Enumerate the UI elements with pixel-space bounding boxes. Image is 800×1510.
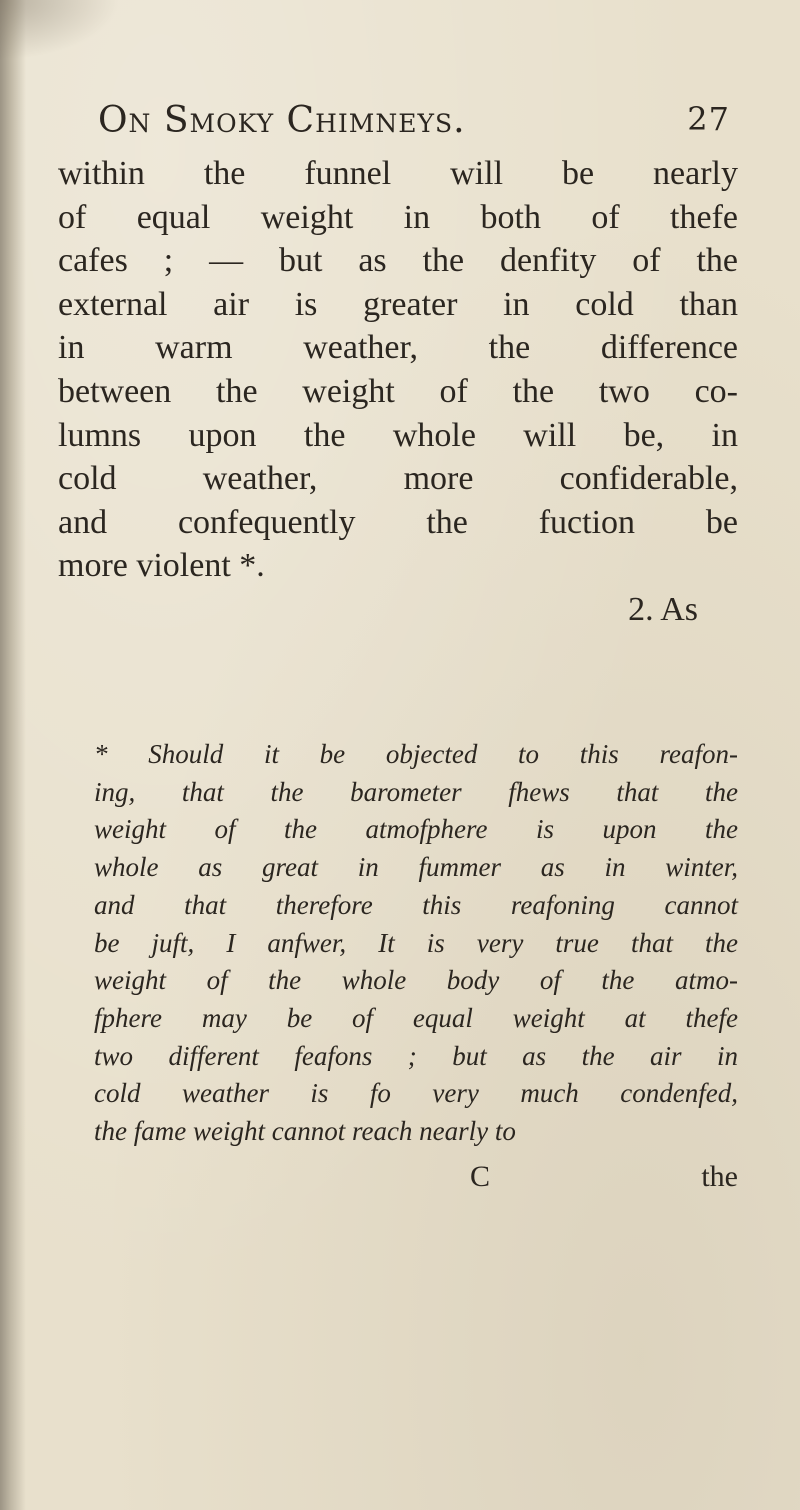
- footnote-line: fphere may be of equal weight at thefe: [94, 1002, 738, 1033]
- footnote-line: ing, that the barometer fhews that the: [94, 776, 738, 807]
- footnote-line: the fame weight cannot reach nearly to: [94, 1116, 516, 1147]
- footnote-line: weight of the atmofphere is upon the: [94, 814, 738, 845]
- running-head: [98, 100, 738, 141]
- body-line: cafes ; — but as the denfity of the: [58, 242, 738, 280]
- body-line: and confequently the fuction be: [58, 503, 738, 541]
- footnote-line: * Should it be objected to this reafon-: [94, 739, 738, 769]
- signature-mark: C: [470, 1160, 491, 1193]
- body-line: within the funnel will be nearly: [58, 155, 738, 192]
- footnote-line: cold weather is fo very much condenfed,: [94, 1078, 738, 1109]
- body-line: cold weather, more confiderable,: [58, 460, 738, 498]
- body-line: between the weight of the two co-: [58, 372, 738, 410]
- page-gutter-shadow: [0, 0, 26, 1510]
- footnote-line: weight of the whole body of the atmo-: [94, 965, 738, 996]
- section-catchword: 2. As: [628, 590, 698, 628]
- page-corner-shadow: [0, 0, 120, 60]
- page-number: 27: [687, 100, 730, 138]
- footnote-line: two different feafons ; but as the air in: [94, 1040, 738, 1071]
- running-head-title: On Smoky Chimneys.: [98, 100, 466, 141]
- main-text-block: [58, 152, 738, 632]
- footnote-line: whole as great in fummer as in winter,: [94, 852, 738, 883]
- body-line: more violent *.: [58, 547, 265, 585]
- body-line: in warm weather, the difference: [58, 329, 738, 367]
- body-line: external air is greater in cold than: [58, 285, 738, 323]
- body-line: of equal weight in both of thefe: [58, 198, 738, 236]
- footnote-line: be juft, I anfwer, It is very true that the: [94, 927, 738, 958]
- page-catchword: the: [701, 1160, 738, 1193]
- footnote-line: and that therefore this reafoning cannot: [94, 889, 738, 920]
- footnote-block: [94, 736, 738, 1151]
- body-line: lumns upon the whole will be, in: [58, 416, 738, 454]
